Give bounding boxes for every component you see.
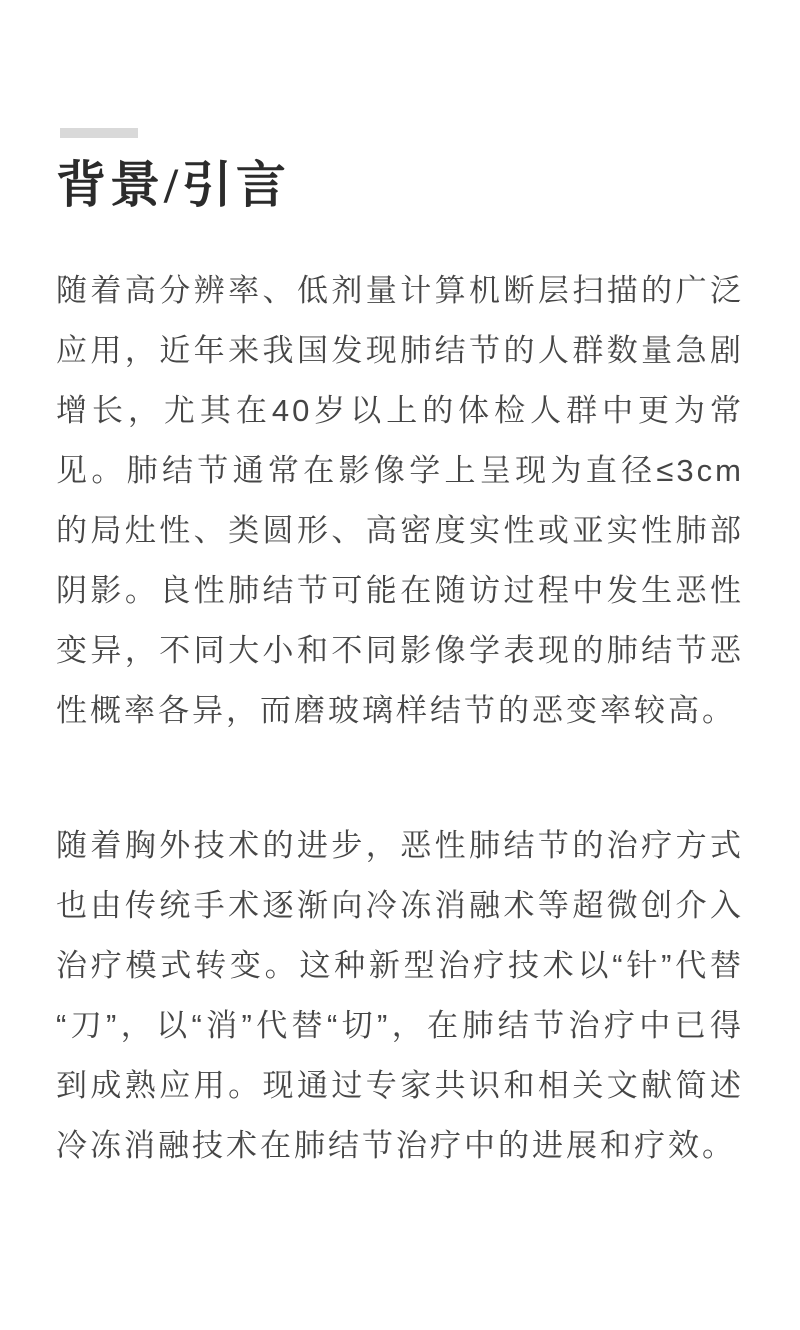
corner-tint-decoration — [0, 1278, 420, 1330]
paragraph-background: 随着高分辨率、低剂量计算机断层扫描的广泛应用，近年来我国发现肺结节的人群数量急剧增长，尤其在40岁以上的体检人群中更为常见。肺结节通常在影像学上呈现为直径≤3cm的局灶性、类圆形、高密度实性或亚实性肺部阴影。良性肺结节可能在随访过程中发生恶性变异，不同大小和不同影像学表现的肺结节恶性概率各异，而磨玻璃样结节的恶变率较高。 — [56, 273, 744, 728]
section-heading: 背景/引言 — [56, 157, 290, 213]
article-section — [0, 128, 800, 1176]
section-accent-bar — [60, 128, 138, 138]
paragraph-treatment: 随着胸外技术的进步，恶性肺结节的治疗方式也由传统手术逐渐向冷冻消融术等超微创介入治疗模式转变。这种新型治疗技术以“针”代替“刀”，以“消”代替“切”，在肺结节治疗中已得到成熟应用。现通过专家共识和相关文献简述冷冻消融技术在肺结节治疗中的进展和疗效。 — [56, 828, 744, 1163]
section-body — [56, 261, 744, 1176]
